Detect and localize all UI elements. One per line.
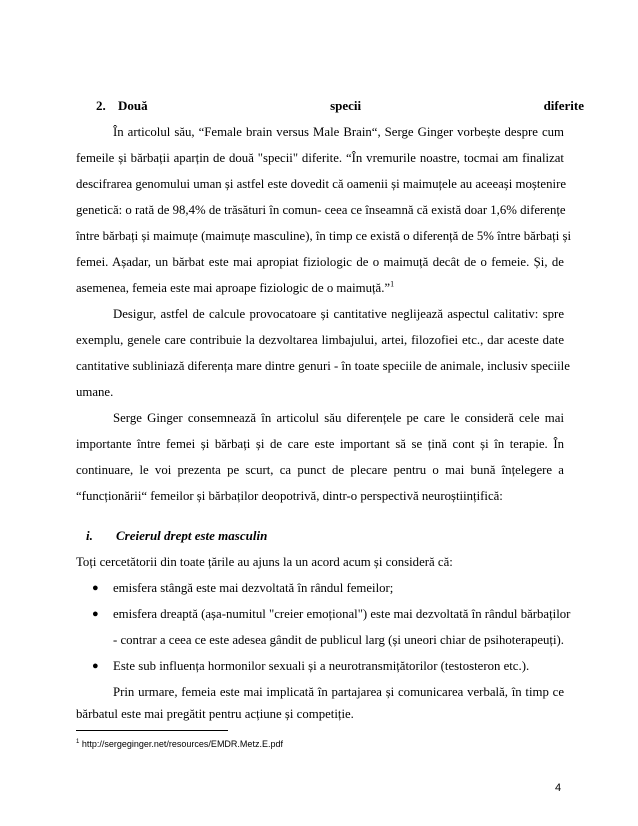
bullet-icon: ● xyxy=(92,582,99,594)
bullet-continuation: - contrar a ceea ce este adesea gândit de publicul larg (și uneori chiar de psihoterapeuți). xyxy=(113,633,565,647)
paragraph-line: cantitative subliniază diferența mare dintre genuri - în toate speciile de animale, inclusiv speciile xyxy=(76,359,570,373)
paragraph-line: Serge Ginger consemnează în articolul său diferențele pe care le consideră cele mai xyxy=(113,411,564,425)
bullet-item xyxy=(92,580,564,596)
paragraph-line: genetică: o rată de 98,4% de trăsături în comun- ceea ce înseamnă că există doar 1,6% diferențe xyxy=(76,203,566,217)
bullet-text: emisfera dreaptă (așa-numitul "creier emoțional") este mai dezvoltată în rândul bărbaților xyxy=(113,607,571,621)
page-number: 4 xyxy=(555,782,562,794)
paragraph-line: În articolul său, “Female brain versus Male Brain“, Serge Ginger vorbește despre cum xyxy=(113,125,564,139)
section-title: Două specii diferite xyxy=(118,98,584,113)
footnote-link[interactable]: http://sergeginger.net/resources/EMDR.Metz.E.pdf xyxy=(81,739,283,749)
bullet-text: Este sub influența hormonilor sexuali și a neurotransmițătorilor (testosteron etc.). xyxy=(113,659,530,673)
paragraph-line: Prin urmare, femeia este mai implicată în partajarea și comunicarea verbală, în timp ce xyxy=(113,685,564,699)
section-number: 2. xyxy=(96,98,106,113)
bullet-item xyxy=(92,606,571,622)
paragraph-line: femeile și bărbații aparțin de două "specii" diferite. “În vremurile noastre, tocmai am finalizat xyxy=(76,151,564,165)
subsection-number: i. xyxy=(86,528,93,543)
bullet-icon: ● xyxy=(92,608,99,620)
paragraph-line: femei. Așadar, un bărbat este mai apropiat fiziologic de o maimuță decât de o femeie. Și, de xyxy=(76,255,564,269)
paragraph-line xyxy=(76,280,564,296)
paragraph-text: asemenea, femeia este mai aproape fiziologic de o maimuță.” xyxy=(76,281,391,295)
section-heading xyxy=(96,98,584,114)
paragraph-line: continuare, le voi prezenta pe scurt, ca punct de plecare pentru o mai bună înțelegere a xyxy=(76,463,564,477)
footnote-reference[interactable]: 1 xyxy=(390,279,395,289)
paragraph-line: descifrarea genomului uman și astfel este dovedit că oamenii și maimuțele au aceeași moștenire xyxy=(76,177,567,191)
bullet-text: emisfera stângă este mai dezvoltată în rândul femeilor; xyxy=(113,581,394,595)
footnote-separator xyxy=(76,730,228,731)
bullet-item xyxy=(92,658,564,674)
subsection-heading xyxy=(86,528,574,544)
footnote xyxy=(76,738,283,750)
paragraph-line: exemplu, genele care contribuie la dezvoltarea limbajului, artei, filozofiei etc., dar aceste date xyxy=(76,333,564,347)
paragraph-line: Desigur, astfel de calcule provocatoare și cantitative neglijează aspectul calitativ: spre xyxy=(113,307,564,321)
intro-line: Toți cercetătorii din toate țările au ajuns la un acord acum și consideră că: xyxy=(76,555,453,569)
paragraph-line: bărbatul este mai pregătit pentru acțiune și competiție. xyxy=(76,707,354,721)
paragraph-line: între bărbați și maimuțe (maimuțe masculine), în timp ce există o diferență de 5% între bărbați și xyxy=(76,229,572,243)
subsection-title: Creierul drept este masculin xyxy=(116,528,268,543)
paragraph-line: umane. xyxy=(76,385,114,399)
bullet-icon: ● xyxy=(92,660,99,672)
footnote-number: 1 xyxy=(76,739,80,745)
paragraph-line: importante între femei și bărbați și de care este important să se țină cont și în terapie. În xyxy=(76,437,564,451)
paragraph-line: “funcționării“ femeilor și bărbaților deopotrivă, dintr-o perspectivă neuroștiințifică: xyxy=(76,489,503,503)
